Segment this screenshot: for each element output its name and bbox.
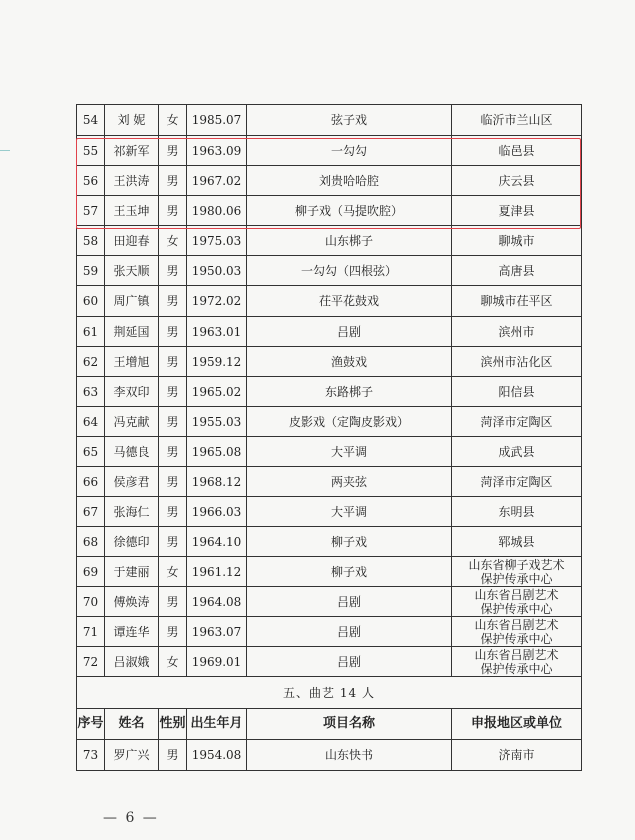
cell-birth: 1965.02 xyxy=(187,377,247,407)
cell-no: 66 xyxy=(77,467,105,497)
cell-name: 祁新军 xyxy=(105,136,159,166)
cell-name: 冯克献 xyxy=(105,407,159,437)
cell-birth: 1961.12 xyxy=(187,557,247,587)
cell-gender: 女 xyxy=(159,105,187,136)
cell-gender: 女 xyxy=(159,226,187,256)
cell-gender: 女 xyxy=(159,557,187,587)
cell-birth: 1959.12 xyxy=(187,347,247,377)
cell-name: 王玉坤 xyxy=(105,196,159,226)
cell-unit xyxy=(452,377,582,407)
cell-no: 59 xyxy=(77,256,105,286)
unit-line: 东明县 xyxy=(498,504,535,519)
cell-project: 两夹弦 xyxy=(247,467,452,497)
cell-name: 傅焕涛 xyxy=(105,587,159,617)
cell-gender: 男 xyxy=(159,617,187,647)
unit-line: 菏泽市定陶区 xyxy=(480,474,553,489)
cell-unit xyxy=(452,467,582,497)
table-row xyxy=(77,497,582,527)
cell-name: 周广镇 xyxy=(105,286,159,317)
table-row xyxy=(77,377,582,407)
page-number: — 6 — xyxy=(103,810,159,826)
section-title: 五、曲艺 14 人 xyxy=(77,677,582,709)
cell-no: 56 xyxy=(77,166,105,196)
unit-line: 保护传承中心 xyxy=(480,661,553,676)
cell-no: 73 xyxy=(77,740,105,771)
table-row xyxy=(77,467,582,497)
header-gender: 性别 xyxy=(159,709,187,740)
cell-no: 55 xyxy=(77,136,105,166)
cell-birth: 1967.02 xyxy=(187,166,247,196)
cell-name: 张天顺 xyxy=(105,256,159,286)
margin-mark xyxy=(0,150,10,151)
cell-birth: 1975.03 xyxy=(187,226,247,256)
table-row xyxy=(77,317,582,347)
unit-line: 保护传承中心 xyxy=(480,571,553,586)
cell-unit xyxy=(452,105,582,136)
cell-birth: 1964.10 xyxy=(187,527,247,557)
cell-gender: 男 xyxy=(159,256,187,286)
heritage-inheritors-table xyxy=(76,104,582,771)
unit-line: 山东省吕剧艺术 xyxy=(474,647,559,662)
cell-unit xyxy=(452,196,582,226)
cell-gender: 男 xyxy=(159,166,187,196)
cell-name: 徐德印 xyxy=(105,527,159,557)
table-row xyxy=(77,587,582,617)
unit-line: 庆云县 xyxy=(498,173,535,188)
unit-line: 临沂市兰山区 xyxy=(480,113,553,127)
unit-line: 山东省柳子戏艺术 xyxy=(468,557,565,572)
cell-project: 一勾勾（四根弦） xyxy=(247,256,452,286)
cell-gender: 男 xyxy=(159,317,187,347)
header-no: 序号 xyxy=(77,709,105,740)
cell-gender: 男 xyxy=(159,587,187,617)
cell-birth: 1972.02 xyxy=(187,286,247,317)
cell-name: 王洪涛 xyxy=(105,166,159,196)
unit-line: 滨州市 xyxy=(498,324,535,339)
cell-birth: 1963.09 xyxy=(187,136,247,166)
cell-no: 61 xyxy=(77,317,105,347)
cell-no: 62 xyxy=(77,347,105,377)
cell-unit xyxy=(452,317,582,347)
cell-project: 茌平花鼓戏 xyxy=(247,286,452,317)
table-row xyxy=(77,437,582,467)
cell-name: 王增旭 xyxy=(105,347,159,377)
cell-birth: 1964.08 xyxy=(187,587,247,617)
cell-project: 山东梆子 xyxy=(247,226,452,256)
cell-birth: 1969.01 xyxy=(187,647,247,677)
cell-name: 荆延国 xyxy=(105,317,159,347)
cell-unit xyxy=(452,587,582,617)
table-row xyxy=(77,166,582,196)
table-row xyxy=(77,740,582,771)
cell-birth: 1963.07 xyxy=(187,617,247,647)
cell-name: 罗广兴 xyxy=(105,740,159,771)
cell-project: 山东快书 xyxy=(247,740,452,771)
unit-line: 高唐县 xyxy=(498,263,535,278)
cell-project: 大平调 xyxy=(247,437,452,467)
cell-name: 张海仁 xyxy=(105,497,159,527)
table-row xyxy=(77,105,582,136)
cell-no: 71 xyxy=(77,617,105,647)
cell-project: 吕剧 xyxy=(247,647,452,677)
unit-line: 聊城市 xyxy=(498,233,535,248)
cell-no: 70 xyxy=(77,587,105,617)
cell-birth: 1968.12 xyxy=(187,467,247,497)
unit-line: 成武县 xyxy=(498,444,535,459)
cell-no: 67 xyxy=(77,497,105,527)
cell-birth: 1950.03 xyxy=(187,256,247,286)
cell-unit xyxy=(452,557,582,587)
table-row xyxy=(77,557,582,587)
cell-no: 64 xyxy=(77,407,105,437)
table-row xyxy=(77,286,582,317)
unit-line: 临邑县 xyxy=(498,143,535,158)
cell-unit xyxy=(452,166,582,196)
cell-unit xyxy=(452,286,582,317)
cell-project: 吕剧 xyxy=(247,617,452,647)
cell-project: 吕剧 xyxy=(247,317,452,347)
cell-name: 谭连华 xyxy=(105,617,159,647)
cell-unit xyxy=(452,407,582,437)
cell-project: 刘贵哈哈腔 xyxy=(247,166,452,196)
cell-no: 68 xyxy=(77,527,105,557)
cell-no: 72 xyxy=(77,647,105,677)
cell-unit xyxy=(452,347,582,377)
header-unit: 申报地区或单位 xyxy=(452,709,582,740)
table-row xyxy=(77,256,582,286)
cell-no: 58 xyxy=(77,226,105,256)
cell-gender: 男 xyxy=(159,407,187,437)
header-name: 姓名 xyxy=(105,709,159,740)
cell-project: 东路梆子 xyxy=(247,377,452,407)
cell-birth: 1980.06 xyxy=(187,196,247,226)
header-row xyxy=(77,709,582,740)
cell-gender: 男 xyxy=(159,347,187,377)
cell-project: 柳子戏（马提吹腔） xyxy=(247,196,452,226)
cell-gender: 男 xyxy=(159,136,187,166)
cell-unit xyxy=(452,617,582,647)
section-row xyxy=(77,677,582,709)
cell-gender: 男 xyxy=(159,196,187,226)
cell-name: 马德良 xyxy=(105,437,159,467)
table-row xyxy=(77,196,582,226)
cell-unit xyxy=(452,256,582,286)
unit-line: 郓城县 xyxy=(498,534,535,549)
cell-project: 皮影戏（定陶皮影戏） xyxy=(247,407,452,437)
cell-project: 渔鼓戏 xyxy=(247,347,452,377)
cell-unit xyxy=(452,647,582,677)
cell-name: 田迎春 xyxy=(105,226,159,256)
cell-project: 柳子戏 xyxy=(247,527,452,557)
cell-gender: 男 xyxy=(159,286,187,317)
cell-name: 于建丽 xyxy=(105,557,159,587)
unit-line: 山东省吕剧艺术 xyxy=(474,617,559,632)
cell-no: 57 xyxy=(77,196,105,226)
table-row xyxy=(77,136,582,166)
cell-no: 60 xyxy=(77,286,105,317)
header-project: 项目名称 xyxy=(247,709,452,740)
unit-line: 阳信县 xyxy=(498,384,535,399)
cell-unit xyxy=(452,437,582,467)
cell-birth: 1985.07 xyxy=(187,105,247,136)
unit-line: 滨州市沾化区 xyxy=(480,354,553,369)
cell-gender: 男 xyxy=(159,740,187,771)
cell-gender: 男 xyxy=(159,377,187,407)
cell-gender: 男 xyxy=(159,527,187,557)
cell-project: 大平调 xyxy=(247,497,452,527)
cell-gender: 女 xyxy=(159,647,187,677)
table-row xyxy=(77,226,582,256)
unit-line: 济南市 xyxy=(498,748,535,762)
cell-birth: 1963.01 xyxy=(187,317,247,347)
cell-birth: 1966.03 xyxy=(187,497,247,527)
cell-unit xyxy=(452,136,582,166)
unit-line: 保护传承中心 xyxy=(480,601,553,616)
cell-project: 吕剧 xyxy=(247,587,452,617)
cell-no: 54 xyxy=(77,105,105,136)
cell-gender: 男 xyxy=(159,497,187,527)
cell-project: 一勾勾 xyxy=(247,136,452,166)
unit-line: 保护传承中心 xyxy=(480,631,553,646)
cell-birth: 1954.08 xyxy=(187,740,247,771)
cell-gender: 男 xyxy=(159,467,187,497)
cell-project: 柳子戏 xyxy=(247,557,452,587)
unit-line: 聊城市茌平区 xyxy=(480,294,553,308)
table-body xyxy=(77,105,582,771)
cell-unit xyxy=(452,226,582,256)
cell-unit xyxy=(452,497,582,527)
cell-birth: 1965.08 xyxy=(187,437,247,467)
cell-name: 刘 妮 xyxy=(105,105,159,136)
cell-name: 侯彦君 xyxy=(105,467,159,497)
unit-line: 夏津县 xyxy=(498,203,535,218)
table-row xyxy=(77,617,582,647)
cell-name: 吕淑娥 xyxy=(105,647,159,677)
table-row xyxy=(77,347,582,377)
unit-line: 菏泽市定陶区 xyxy=(480,414,553,429)
cell-unit xyxy=(452,527,582,557)
cell-gender: 男 xyxy=(159,437,187,467)
header-birth: 出生年月 xyxy=(187,709,247,740)
table-row xyxy=(77,527,582,557)
cell-project: 弦子戏 xyxy=(247,105,452,136)
cell-no: 63 xyxy=(77,377,105,407)
unit-line: 山东省吕剧艺术 xyxy=(474,587,559,602)
table-row xyxy=(77,647,582,677)
cell-no: 65 xyxy=(77,437,105,467)
cell-birth: 1955.03 xyxy=(187,407,247,437)
table-row xyxy=(77,407,582,437)
cell-no: 69 xyxy=(77,557,105,587)
cell-unit xyxy=(452,740,582,771)
cell-name: 李双印 xyxy=(105,377,159,407)
